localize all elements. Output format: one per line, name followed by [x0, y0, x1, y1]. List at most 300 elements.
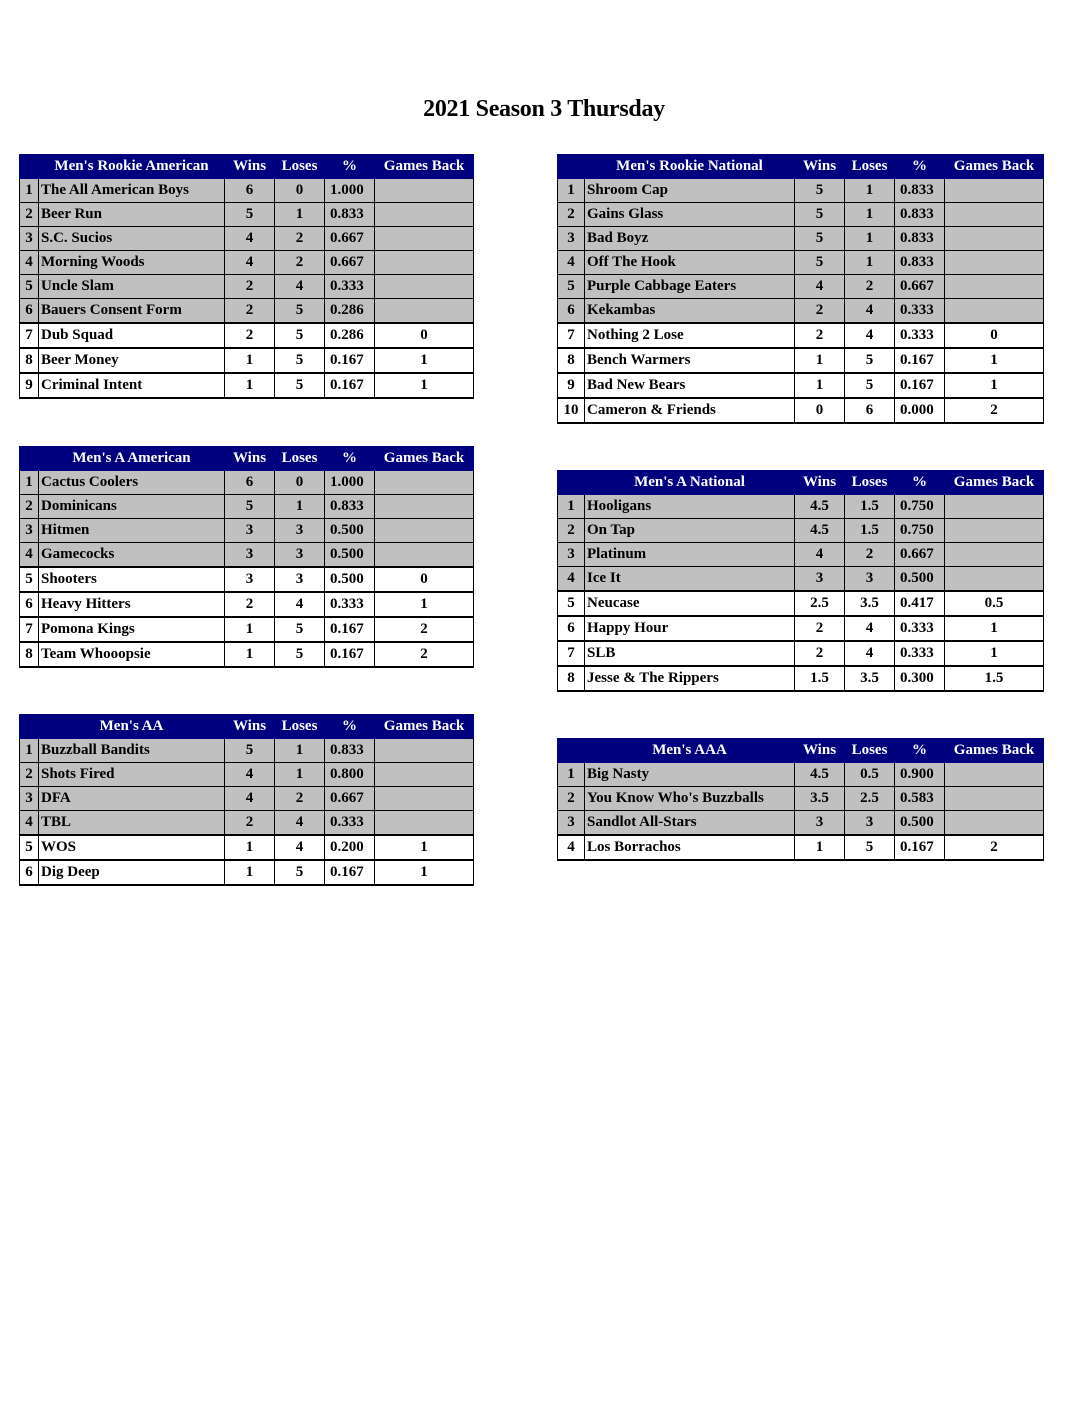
team-name: Cameron & Friends: [585, 398, 795, 423]
games-back-cell: [375, 811, 474, 836]
rank-cell: 3: [558, 227, 585, 251]
loses-cell: 5: [845, 373, 895, 398]
team-name: Dub Squad: [39, 323, 225, 348]
table-row: [558, 373, 1044, 398]
wins-cell: 3.5: [795, 787, 845, 811]
pct-cell: 0.833: [325, 739, 375, 763]
wins-cell: 2: [795, 616, 845, 641]
games-back-cell: 2: [375, 617, 474, 642]
standings-table-rookie-national: [557, 154, 1044, 424]
header-wins: Wins: [225, 715, 275, 739]
loses-cell: 5: [275, 348, 325, 373]
pct-cell: 0.500: [325, 567, 375, 592]
rank-cell: 3: [20, 227, 39, 251]
loses-cell: 4: [845, 299, 895, 324]
rank-cell: 6: [20, 592, 39, 617]
games-back-cell: [375, 471, 474, 495]
wins-cell: 5: [225, 203, 275, 227]
games-back-cell: 1: [945, 616, 1044, 641]
rank-cell: 1: [20, 739, 39, 763]
pct-cell: 1.000: [325, 471, 375, 495]
rank-cell: 1: [20, 179, 39, 203]
header-loses: Loses: [275, 155, 325, 179]
loses-cell: 3: [275, 519, 325, 543]
header-games-back: Games Back: [945, 155, 1044, 179]
rank-cell: 4: [20, 543, 39, 568]
pct-cell: 0.750: [895, 495, 945, 519]
team-name: Ice It: [585, 567, 795, 592]
rank-cell: 5: [20, 835, 39, 860]
header-wins: Wins: [225, 447, 275, 471]
games-back-cell: 1: [945, 348, 1044, 373]
team-name: Sandlot All-Stars: [585, 811, 795, 836]
games-back-cell: [375, 251, 474, 275]
rank-cell: 6: [558, 616, 585, 641]
games-back-cell: 2: [375, 642, 474, 667]
wins-cell: 3: [795, 811, 845, 836]
table-row: [558, 275, 1044, 299]
header-games-back: Games Back: [375, 155, 474, 179]
games-back-cell: [945, 763, 1044, 787]
team-name: WOS: [39, 835, 225, 860]
games-back-cell: [375, 787, 474, 811]
wins-cell: 5: [225, 495, 275, 519]
wins-cell: 1: [225, 348, 275, 373]
pct-cell: 0.300: [895, 666, 945, 691]
pct-cell: 0.167: [895, 348, 945, 373]
header-rank-cell: [20, 155, 39, 179]
games-back-cell: [375, 275, 474, 299]
team-name: Beer Run: [39, 203, 225, 227]
table-row: [20, 495, 474, 519]
team-name: Nothing 2 Lose: [585, 323, 795, 348]
table-row: [20, 348, 474, 373]
header-loses: Loses: [845, 155, 895, 179]
loses-cell: 5: [275, 617, 325, 642]
loses-cell: 1: [845, 251, 895, 275]
header-row: [20, 715, 474, 739]
loses-cell: 3: [275, 567, 325, 592]
table-row: [20, 471, 474, 495]
standings-table-a-national: [557, 470, 1044, 692]
team-name: Uncle Slam: [39, 275, 225, 299]
page-title: 2021 Season 3 Thursday: [423, 96, 665, 122]
table-row: [558, 787, 1044, 811]
pct-cell: 0.286: [325, 323, 375, 348]
header-games-back: Games Back: [375, 447, 474, 471]
header-loses: Loses: [845, 739, 895, 763]
pct-cell: 0.167: [325, 860, 375, 885]
games-back-cell: [375, 739, 474, 763]
rank-cell: 9: [558, 373, 585, 398]
loses-cell: 0: [275, 471, 325, 495]
rank-cell: 8: [20, 642, 39, 667]
loses-cell: 4: [275, 811, 325, 836]
loses-cell: 6: [845, 398, 895, 423]
team-name: Dig Deep: [39, 860, 225, 885]
games-back-cell: [945, 179, 1044, 203]
division-name: Men's AA: [39, 715, 225, 739]
wins-cell: 5: [795, 227, 845, 251]
wins-cell: 4.5: [795, 763, 845, 787]
loses-cell: 2.5: [845, 787, 895, 811]
loses-cell: 3: [845, 811, 895, 836]
pct-cell: 0.167: [895, 373, 945, 398]
pct-cell: 0.167: [325, 348, 375, 373]
games-back-cell: [945, 299, 1044, 324]
games-back-cell: 1: [375, 835, 474, 860]
wins-cell: 1: [795, 348, 845, 373]
pct-cell: 0.833: [325, 203, 375, 227]
pct-cell: 0.333: [895, 616, 945, 641]
loses-cell: 0.5: [845, 763, 895, 787]
team-name: Buzzball Bandits: [39, 739, 225, 763]
loses-cell: 0: [275, 179, 325, 203]
loses-cell: 1.5: [845, 519, 895, 543]
pct-cell: 0.000: [895, 398, 945, 423]
pct-cell: 0.500: [325, 519, 375, 543]
team-name: Off The Hook: [585, 251, 795, 275]
wins-cell: 2: [795, 641, 845, 666]
pct-cell: 0.833: [325, 495, 375, 519]
games-back-cell: [945, 543, 1044, 567]
loses-cell: 1.5: [845, 495, 895, 519]
table-row: [558, 398, 1044, 423]
games-back-cell: [945, 251, 1044, 275]
games-back-cell: 1: [375, 860, 474, 885]
pct-cell: 0.167: [895, 835, 945, 860]
games-back-cell: [945, 203, 1044, 227]
team-name: Team Whooopsie: [39, 642, 225, 667]
pct-cell: 0.833: [895, 203, 945, 227]
wins-cell: 6: [225, 471, 275, 495]
rank-cell: 5: [558, 591, 585, 616]
wins-cell: 2: [225, 323, 275, 348]
wins-cell: 4: [225, 787, 275, 811]
rank-cell: 1: [558, 763, 585, 787]
wins-cell: 1: [225, 835, 275, 860]
header-pct: %: [325, 155, 375, 179]
pct-cell: 0.333: [895, 641, 945, 666]
team-name: You Know Who's Buzzballs: [585, 787, 795, 811]
games-back-cell: 1: [945, 373, 1044, 398]
pct-cell: 0.500: [895, 811, 945, 836]
team-name: Hitmen: [39, 519, 225, 543]
rank-cell: 6: [558, 299, 585, 324]
games-back-cell: [945, 567, 1044, 592]
loses-cell: 2: [275, 251, 325, 275]
table-row: [20, 739, 474, 763]
games-back-cell: [945, 787, 1044, 811]
games-back-cell: [375, 179, 474, 203]
rank-cell: 2: [20, 203, 39, 227]
wins-cell: 4.5: [795, 519, 845, 543]
rank-cell: 3: [558, 811, 585, 836]
pct-cell: 0.167: [325, 617, 375, 642]
games-back-cell: [945, 495, 1044, 519]
rank-cell: 7: [558, 323, 585, 348]
pct-cell: 0.333: [325, 811, 375, 836]
rank-cell: 2: [20, 763, 39, 787]
pct-cell: 0.667: [895, 543, 945, 567]
wins-cell: 4: [225, 227, 275, 251]
loses-cell: 1: [845, 227, 895, 251]
header-rank-cell: [20, 447, 39, 471]
table-row: [558, 666, 1044, 691]
games-back-cell: 0: [945, 323, 1044, 348]
header-games-back: Games Back: [945, 739, 1044, 763]
team-name: Shroom Cap: [585, 179, 795, 203]
pct-cell: 0.800: [325, 763, 375, 787]
table-row: [558, 835, 1044, 860]
table-row: [558, 591, 1044, 616]
table-row: [20, 811, 474, 836]
loses-cell: 5: [275, 373, 325, 398]
wins-cell: 5: [795, 203, 845, 227]
wins-cell: 1.5: [795, 666, 845, 691]
team-name: Bad Boyz: [585, 227, 795, 251]
team-name: On Tap: [585, 519, 795, 543]
header-wins: Wins: [225, 155, 275, 179]
loses-cell: 5: [275, 299, 325, 324]
table-row: [20, 860, 474, 885]
games-back-cell: [375, 299, 474, 324]
header-wins: Wins: [795, 739, 845, 763]
table-row: [20, 227, 474, 251]
table-row: [558, 251, 1044, 275]
pct-cell: 0.333: [895, 323, 945, 348]
wins-cell: 6: [225, 179, 275, 203]
loses-cell: 2: [845, 543, 895, 567]
rank-cell: 2: [558, 519, 585, 543]
table-row: [20, 787, 474, 811]
wins-cell: 2: [225, 299, 275, 324]
header-pct: %: [895, 155, 945, 179]
table-row: [20, 592, 474, 617]
loses-cell: 4: [275, 275, 325, 299]
team-name: Neucase: [585, 591, 795, 616]
team-name: TBL: [39, 811, 225, 836]
division-name: Men's A American: [39, 447, 225, 471]
wins-cell: 3: [225, 567, 275, 592]
rank-cell: 4: [20, 251, 39, 275]
table-row: [20, 203, 474, 227]
loses-cell: 3: [845, 567, 895, 592]
team-name: The All American Boys: [39, 179, 225, 203]
header-row: [558, 739, 1044, 763]
games-back-cell: 1: [375, 592, 474, 617]
rank-cell: 4: [558, 251, 585, 275]
table-row: [558, 811, 1044, 836]
rank-cell: 5: [20, 275, 39, 299]
pct-cell: 0.833: [895, 227, 945, 251]
header-wins: Wins: [795, 155, 845, 179]
table-row: [20, 373, 474, 398]
team-name: Shooters: [39, 567, 225, 592]
wins-cell: 5: [795, 179, 845, 203]
loses-cell: 4: [275, 592, 325, 617]
loses-cell: 1: [275, 495, 325, 519]
rank-cell: 4: [558, 835, 585, 860]
table-row: [558, 299, 1044, 324]
header-pct: %: [895, 471, 945, 495]
header-games-back: Games Back: [375, 715, 474, 739]
team-name: Dominicans: [39, 495, 225, 519]
team-name: Jesse & The Rippers: [585, 666, 795, 691]
games-back-cell: 0: [375, 567, 474, 592]
division-name: Men's AAA: [585, 739, 795, 763]
header-rank-cell: [558, 155, 585, 179]
wins-cell: 5: [795, 251, 845, 275]
table-row: [20, 835, 474, 860]
wins-cell: 2: [795, 323, 845, 348]
team-name: Bauers Consent Form: [39, 299, 225, 324]
team-name: Bad New Bears: [585, 373, 795, 398]
loses-cell: 5: [845, 835, 895, 860]
games-back-cell: [375, 203, 474, 227]
wins-cell: 1: [225, 642, 275, 667]
loses-cell: 2: [845, 275, 895, 299]
table-row: [20, 763, 474, 787]
rank-cell: 8: [558, 666, 585, 691]
header-pct: %: [325, 447, 375, 471]
loses-cell: 2: [275, 227, 325, 251]
loses-cell: 1: [275, 203, 325, 227]
header-loses: Loses: [845, 471, 895, 495]
header-rank-cell: [558, 739, 585, 763]
loses-cell: 4: [275, 835, 325, 860]
team-name: Los Borrachos: [585, 835, 795, 860]
rank-cell: 7: [558, 641, 585, 666]
rank-cell: 1: [558, 495, 585, 519]
table-row: [558, 203, 1044, 227]
wins-cell: 3: [225, 543, 275, 568]
games-back-cell: 1: [375, 373, 474, 398]
games-back-cell: 0.5: [945, 591, 1044, 616]
loses-cell: 1: [275, 763, 325, 787]
team-name: Platinum: [585, 543, 795, 567]
table-row: [558, 543, 1044, 567]
division-name: Men's A National: [585, 471, 795, 495]
team-name: Morning Woods: [39, 251, 225, 275]
wins-cell: 0: [795, 398, 845, 423]
games-back-cell: 2: [945, 398, 1044, 423]
team-name: DFA: [39, 787, 225, 811]
team-name: Pomona Kings: [39, 617, 225, 642]
rank-cell: 4: [558, 567, 585, 592]
wins-cell: 2: [795, 299, 845, 324]
games-back-cell: [945, 811, 1044, 836]
wins-cell: 2: [225, 275, 275, 299]
rank-cell: 6: [20, 860, 39, 885]
rank-cell: 2: [20, 495, 39, 519]
table-row: [558, 616, 1044, 641]
pct-cell: 0.333: [895, 299, 945, 324]
games-back-cell: 1.5: [945, 666, 1044, 691]
table-row: [20, 567, 474, 592]
header-row: [558, 471, 1044, 495]
table-row: [558, 179, 1044, 203]
pct-cell: 0.900: [895, 763, 945, 787]
table-row: [20, 275, 474, 299]
rank-cell: 6: [20, 299, 39, 324]
pct-cell: 0.417: [895, 591, 945, 616]
wins-cell: 4.5: [795, 495, 845, 519]
loses-cell: 1: [845, 179, 895, 203]
team-name: Happy Hour: [585, 616, 795, 641]
table-row: [20, 179, 474, 203]
games-back-cell: 2: [945, 835, 1044, 860]
header-row: [558, 155, 1044, 179]
pct-cell: 0.333: [325, 592, 375, 617]
rank-cell: 4: [20, 811, 39, 836]
rank-cell: 5: [20, 567, 39, 592]
table-row: [558, 348, 1044, 373]
header-pct: %: [895, 739, 945, 763]
header-loses: Loses: [275, 447, 325, 471]
pct-cell: 0.833: [895, 179, 945, 203]
header-wins: Wins: [795, 471, 845, 495]
wins-cell: 1: [225, 373, 275, 398]
team-name: Bench Warmers: [585, 348, 795, 373]
team-name: S.C. Sucios: [39, 227, 225, 251]
table-row: [20, 519, 474, 543]
rank-cell: 2: [558, 787, 585, 811]
loses-cell: 5: [275, 642, 325, 667]
games-back-cell: [375, 519, 474, 543]
pct-cell: 0.500: [325, 543, 375, 568]
loses-cell: 2: [275, 787, 325, 811]
games-back-cell: 1: [375, 348, 474, 373]
table-row: [20, 543, 474, 568]
pct-cell: 0.667: [325, 787, 375, 811]
table-row: [558, 567, 1044, 592]
table-row: [20, 299, 474, 324]
wins-cell: 5: [225, 739, 275, 763]
team-name: Criminal Intent: [39, 373, 225, 398]
pct-cell: 0.167: [325, 373, 375, 398]
games-back-cell: [375, 543, 474, 568]
team-name: Heavy Hitters: [39, 592, 225, 617]
table-row: [20, 323, 474, 348]
pct-cell: 0.833: [895, 251, 945, 275]
loses-cell: 1: [275, 739, 325, 763]
pct-cell: 0.667: [325, 227, 375, 251]
wins-cell: 4: [795, 543, 845, 567]
pct-cell: 0.500: [895, 567, 945, 592]
rank-cell: 2: [558, 203, 585, 227]
header-row: [20, 155, 474, 179]
games-back-cell: [945, 519, 1044, 543]
wins-cell: 4: [795, 275, 845, 299]
table-row: [558, 495, 1044, 519]
games-back-cell: 0: [375, 323, 474, 348]
wins-cell: 3: [225, 519, 275, 543]
standings-table-rookie-american: [19, 154, 474, 399]
wins-cell: 1: [795, 835, 845, 860]
rank-cell: 7: [20, 323, 39, 348]
header-row: [20, 447, 474, 471]
team-name: Hooligans: [585, 495, 795, 519]
wins-cell: 2.5: [795, 591, 845, 616]
team-name: Gamecocks: [39, 543, 225, 568]
table-row: [558, 641, 1044, 666]
rank-cell: 1: [558, 179, 585, 203]
team-name: Purple Cabbage Eaters: [585, 275, 795, 299]
pct-cell: 0.167: [325, 642, 375, 667]
header-rank-cell: [558, 471, 585, 495]
wins-cell: 4: [225, 251, 275, 275]
